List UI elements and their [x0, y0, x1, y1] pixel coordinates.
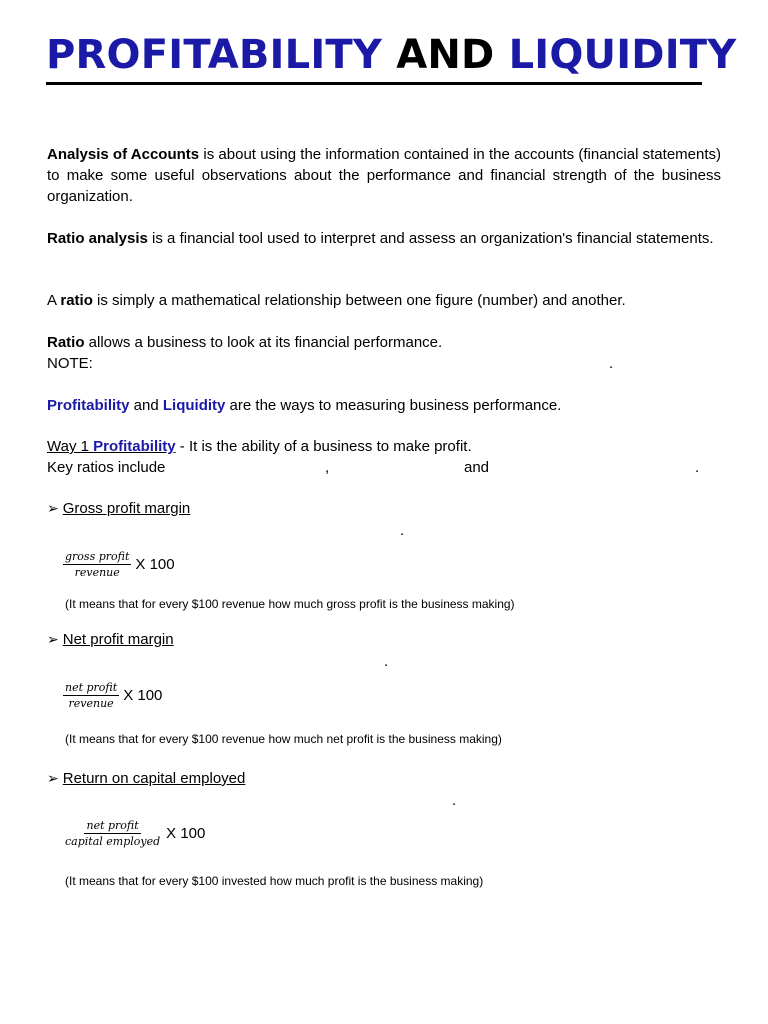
note-blank-dot: . [609, 355, 614, 372]
title-liquidity: LIQUIDITY [508, 32, 737, 78]
roce-heading: ➢ Return on capital employed [47, 770, 246, 787]
way1-heading: Way 1 Profitability - It is the ability of a business to make profit. [47, 438, 472, 455]
title-profitability: PROFITABILITY [46, 32, 383, 78]
page-title [46, 30, 737, 85]
arrow-bullet-icon: ➢ [47, 770, 59, 786]
formula-numerator: gross profit [65, 550, 130, 563]
roce-blank-dot: . [452, 792, 457, 809]
formula-multiplier: X 100 [166, 825, 206, 842]
key-ratios-dot: . [695, 459, 700, 476]
formula-denominator: revenue [74, 566, 120, 579]
gross-profit-note: (It means that for every $100 revenue how much gross profit is the business making) [65, 597, 515, 611]
net-blank-dot: . [384, 653, 389, 670]
measures-paragraph: Profitability and Liquidity are the ways to measuring business performance. [47, 397, 562, 414]
ratio-performance-paragraph: Ratio allows a business to look at its financial performance. [47, 334, 443, 351]
gross-profit-formula [63, 549, 175, 580]
key-ratios-and: and [464, 459, 490, 476]
ratio-analysis-paragraph: Ratio analysis is a financial tool used to interpret and assess an organization's financial statements. [47, 230, 714, 247]
roce-formula [63, 818, 205, 849]
formula-numerator: net profit [86, 819, 139, 832]
note-label: NOTE: [47, 355, 93, 372]
roce-note: (It means that for every $100 invested how much profit is the business making) [65, 874, 484, 888]
key-ratios-comma: , [325, 459, 330, 476]
ratio-definition-paragraph: A ratio is simply a mathematical relationship between one figure (number) and another. [47, 292, 626, 309]
title-and: AND [382, 32, 509, 78]
gross-profit-margin-heading: ➢ Gross profit margin [47, 500, 191, 517]
net-profit-formula [63, 680, 162, 711]
analysis-of-accounts-paragraph: Analysis of Accounts is about using the information contained in the accounts (financial statements) to make some useful observations about the performance and financial strength of the business organization. [47, 146, 721, 205]
formula-multiplier: X 100 [123, 687, 163, 704]
formula-multiplier: X 100 [135, 556, 175, 573]
formula-denominator: capital employed [65, 835, 161, 848]
gross-blank-dot: . [400, 522, 405, 539]
formula-denominator: revenue [68, 697, 114, 710]
net-profit-note: (It means that for every $100 revenue how much net profit is the business making) [65, 732, 502, 746]
way1-link: Way 1 Profitability [47, 438, 176, 455]
arrow-bullet-icon: ➢ [47, 500, 59, 516]
key-ratios-label: Key ratios include [47, 459, 166, 476]
arrow-bullet-icon: ➢ [47, 631, 59, 647]
formula-numerator: net profit [65, 681, 118, 694]
net-profit-margin-heading: ➢ Net profit margin [47, 631, 174, 648]
